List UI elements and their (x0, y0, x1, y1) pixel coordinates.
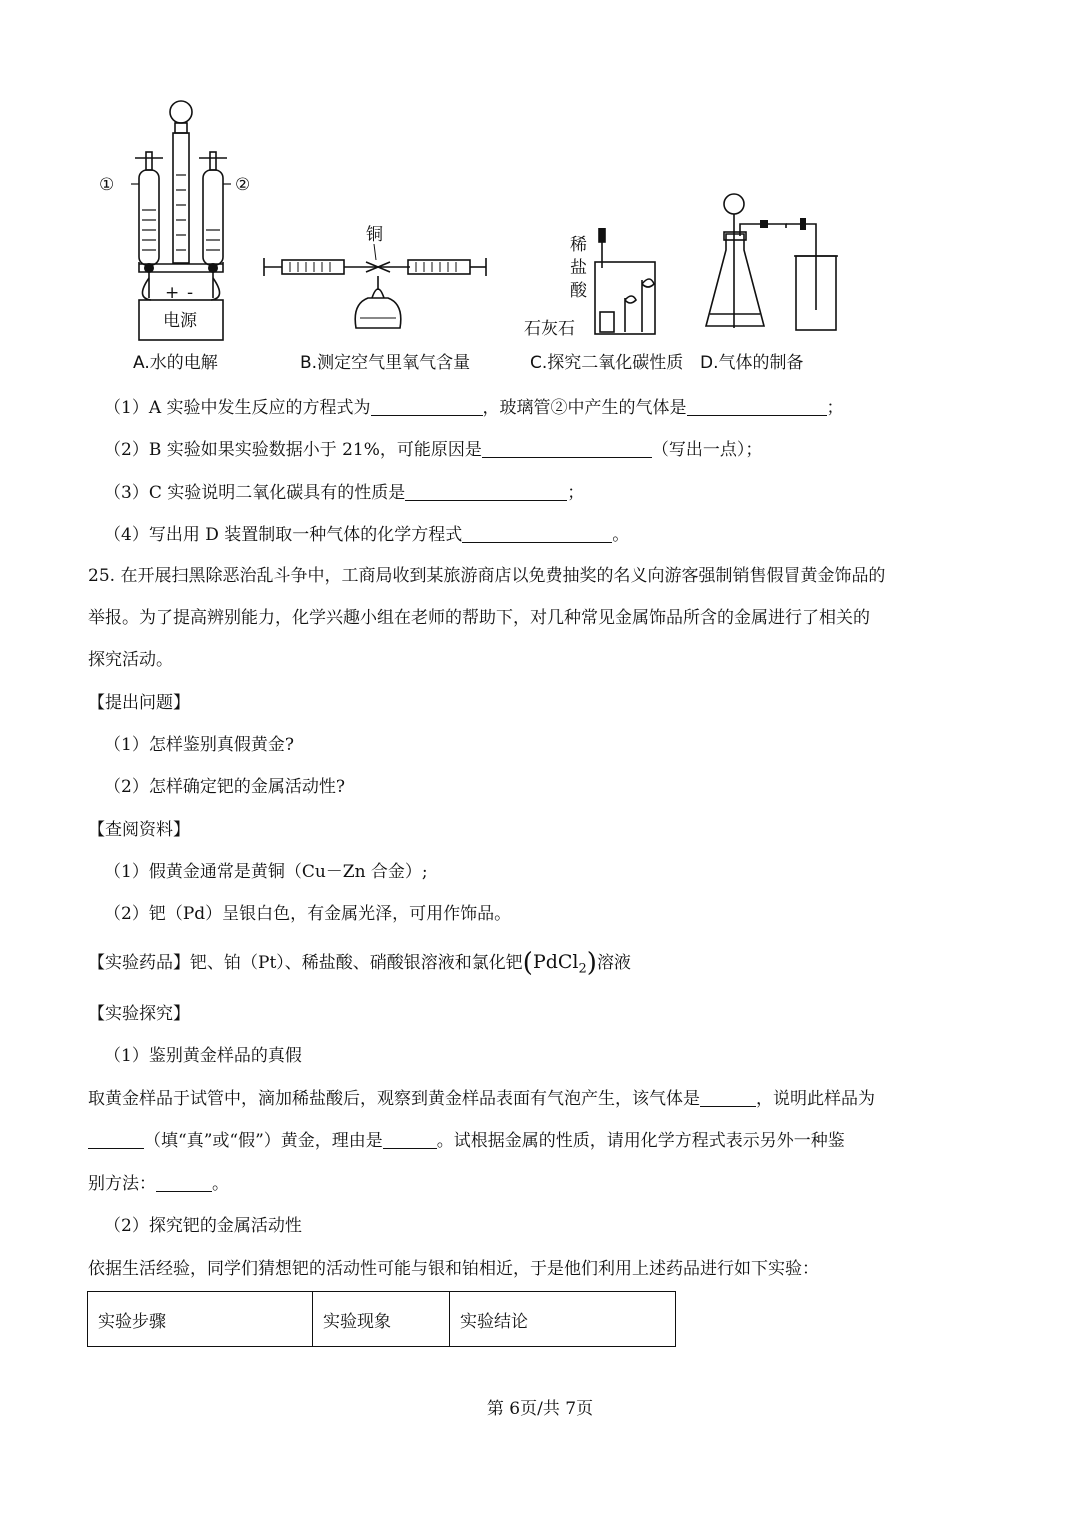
answer-blank-q3[interactable] (405, 482, 567, 501)
explore-1-title: （1）鉴别黄金样品的真假 (104, 1046, 302, 1066)
page-footer: 第 6页/共 7页 (486, 1399, 594, 1419)
answer-blank-true-false[interactable] (88, 1130, 144, 1149)
explore-2-title: （2）探究钯的金属活动性 (104, 1216, 302, 1236)
co2-apparatus-icon (520, 228, 670, 343)
minus-sign: - (187, 283, 194, 303)
tube2-label: ② (235, 175, 251, 195)
explore-1-text-3: 别方法： 。 (88, 1174, 229, 1194)
question-2: （2）B 实验如果实验数据小于 21%，可能原因是 （写出一点）； (104, 440, 763, 460)
figure-b-oxygen (260, 218, 500, 373)
power-label: 电源 (163, 311, 197, 331)
problem-25-line-1: 25. 在开展扫黑除恶治乱斗争中，工商局收到某旅游商店以免费抽奖的名义向游客强制销售假冒黄金饰品的 (88, 566, 886, 586)
heading-experiment-explore: 【实验探究】 (88, 1004, 190, 1024)
answer-blank-reason[interactable] (383, 1130, 437, 1149)
figure-d-caption: D.气体的制备 (700, 353, 804, 373)
formula-subscript: 2 (578, 961, 587, 977)
question-1: （1）A 实验中发生反应的方程式为 ，玻璃管②中产生的气体是 ； (104, 398, 844, 418)
figure-c-co2 (520, 228, 684, 373)
explore-1-text-2: （填“真”或“假”）黄金，理由是 。试根据金属的性质，请用化学方程式表示另外一种鉴 (88, 1129, 845, 1153)
answer-blank-q1-gas[interactable] (687, 397, 827, 416)
answer-blank-q2[interactable] (482, 439, 652, 458)
formula-paren-close: ) (586, 948, 597, 978)
tube1-label: ① (99, 175, 115, 195)
limestone-label: 石灰石 (524, 319, 575, 339)
question-4: （4）写出用 D 装置制取一种气体的化学方程式 。 (104, 525, 630, 545)
heading-reagents: 【实验药品】 (88, 953, 190, 973)
copper-label: 铜 (366, 225, 383, 245)
propose-question-2: （2）怎样确定钯的金属活动性? (104, 777, 345, 797)
experiment-table (87, 1291, 676, 1347)
plus-sign: + (165, 283, 180, 303)
answer-blank-method[interactable] (156, 1173, 212, 1192)
problem-25-line-2: 举报。为了提高辨别能力，化学兴趣小组在老师的帮助下，对几种常见金属饰品所含的金属进行了相关的 (88, 608, 870, 628)
acid-char-2: 盐 (570, 258, 587, 278)
heading-reference-material: 【查阅资料】 (88, 820, 190, 840)
syringe-apparatus-icon (260, 218, 500, 343)
acid-char-1: 稀 (570, 235, 587, 255)
table-header-phenomena: 实验现象 (313, 1292, 450, 1347)
table-header-steps: 实验步骤 (88, 1292, 313, 1347)
figure-a-caption: A.水的电解 (133, 353, 218, 373)
table-header-row (88, 1292, 676, 1347)
formula-pdcl2: PdCl (532, 951, 579, 973)
electrolysis-apparatus-icon (95, 100, 265, 345)
figure-b-caption: B.测定空气里氧气含量 (300, 353, 471, 373)
experiment-reagents: 【实验药品】钯、铂（Pt）、稀盐酸、硝酸银溶液和氯化钯(PdCl$_2$)溶液 (88, 948, 631, 978)
formula-paren-open: ( (522, 948, 533, 978)
question-3: （3）C 实验说明二氧化碳具有的性质是 ； (104, 483, 585, 503)
propose-question-1: （1）怎样鉴别真假黄金? (104, 735, 294, 755)
problem-25-line-3: 探究活动。 (88, 650, 173, 670)
heading-propose-question: 【提出问题】 (88, 693, 190, 713)
explore-1-text-1: 取黄金样品于试管中，滴加稀盐酸后，观察到黄金样品表面有气泡产生，该气体是 ，说明此样品为 (88, 1089, 875, 1109)
material-2: （2）钯（Pd）呈银白色，有金属光泽，可用作饰品。 (104, 904, 512, 924)
gas-preparation-icon (700, 190, 845, 340)
figure-c-caption: C.探究二氧化碳性质 (530, 353, 684, 373)
figure-a-electrolysis (95, 100, 265, 373)
explore-2-text: 依据生活经验，同学们猜想钯的活动性可能与银和铂相近，于是他们利用上述药品进行如下实验： (88, 1259, 819, 1279)
answer-blank-q1-equation[interactable] (371, 397, 483, 416)
table-header-conclusion: 实验结论 (450, 1292, 676, 1347)
figure-d-gas (700, 190, 845, 373)
experiment-figures (95, 100, 995, 380)
material-1: （1）假黄金通常是黄铜（Cu－Zn 合金）; (104, 862, 428, 882)
answer-blank-gas[interactable] (700, 1088, 756, 1107)
acid-char-3: 酸 (570, 281, 587, 301)
answer-blank-q4[interactable] (462, 524, 612, 543)
